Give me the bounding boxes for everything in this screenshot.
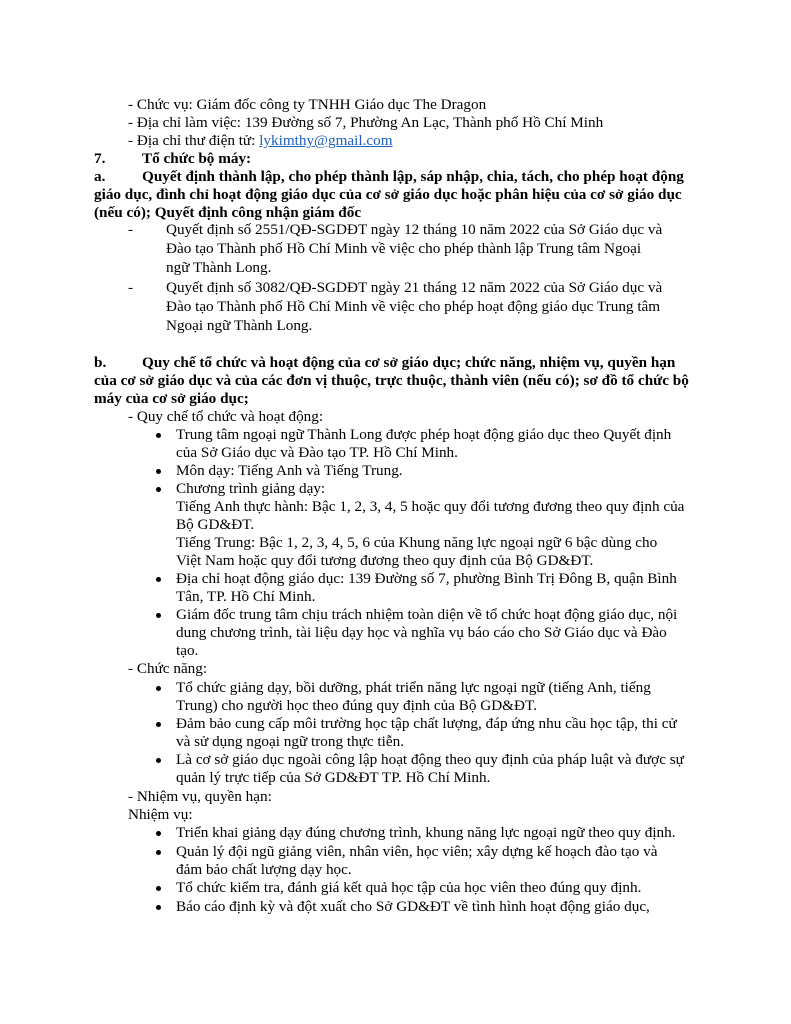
subsection-b-letter: b. (94, 354, 107, 371)
regulation-item-line: Địa chỉ hoạt động giáo dục: 139 Đường số 7, phường Bình Trị Đông B, quận Bình (176, 570, 677, 587)
regulation-item-line: Việt Nam hoặc quy đổi tương đương theo quy định của Bộ GD&ĐT. (176, 552, 594, 569)
regulation-label: - Quy chế tổ chức và hoạt động: (128, 408, 324, 425)
regulation-item-line: Giám đốc trung tâm chịu trách nhiệm toàn diện về tổ chức hoạt động giáo dục, nội (176, 606, 678, 623)
subsection-b-heading-line: máy của cơ sở giáo dục; (94, 390, 249, 407)
duty-item-line: Báo cáo định kỳ và đột xuất cho Sở GD&ĐT về tình hình hoạt động giáo dục, (176, 898, 650, 915)
duty-sublabel: Nhiệm vụ: (128, 806, 193, 823)
decision-line: Quyết định số 2551/QĐ-SGDĐT ngày 12 tháng 10 năm 2022 của Sở Giáo dục và (166, 221, 663, 238)
section-title: Tổ chức bộ máy: (142, 150, 252, 167)
regulation-item-line: Tiếng Anh thực hành: Bậc 1, 2, 3, 4, 5 hoặc quy đổi tương đương theo quy định của (176, 498, 685, 515)
function-item-line: và sử dụng ngoại ngữ trong thực tiễn. (176, 733, 405, 750)
director-email-line (128, 132, 393, 150)
regulation-item-line: Tiếng Trung: Bậc 1, 2, 3, 4, 5, 6 của Khung năng lực ngoại ngữ 6 bậc dùng cho (176, 534, 658, 551)
bullet-dot (156, 433, 161, 438)
duty-item-line: Quản lý đội ngũ giảng viên, nhân viên, học viên; xây dựng kế hoạch đào tạo và (176, 843, 658, 860)
bullet-dot (156, 577, 161, 582)
function-item-line: Tổ chức giảng dạy, bồi dưỡng, phát triển năng lực ngoại ngữ (tiếng Anh, tiếng (176, 679, 651, 696)
duty-item-line: đảm bảo chất lượng dạy học. (176, 861, 352, 878)
director-work-address: - Địa chỉ làm việc: 139 Đường số 7, Phường An Lạc, Thành phố Hồ Chí Minh (128, 114, 604, 131)
regulation-item-line: Trung tâm ngoại ngữ Thành Long được phép hoạt động giáo dục theo Quyết định (176, 426, 672, 443)
subsection-b-heading-line: Quy chế tổ chức và hoạt động của cơ sở giáo dục; chức năng, nhiệm vụ, quyền hạn (142, 354, 676, 371)
bullet-dot (156, 850, 161, 855)
email-label: - Địa chỉ thư điện tử: (128, 132, 260, 149)
subsection-a-heading-line: Quyết định thành lập, cho phép thành lập, sáp nhập, chia, tách, cho phép hoạt động (142, 168, 684, 185)
decision-line: ngữ Thành Long. (166, 259, 272, 276)
function-item-line: Trung) cho người học theo đúng quy định của Bộ GD&ĐT. (176, 697, 537, 714)
duty-label: - Nhiệm vụ, quyền hạn: (128, 788, 272, 805)
function-label: - Chức năng: (128, 660, 208, 677)
bullet-dot (156, 487, 161, 492)
bullet-dot (156, 831, 161, 836)
regulation-item-line: của Sở Giáo dục và Đào tạo TP. Hồ Chí Minh. (176, 444, 458, 461)
regulation-item-line: Chương trình giảng dạy: (176, 480, 326, 497)
decision-line: Ngoại ngữ Thành Long. (166, 317, 313, 334)
subsection-a-letter: a. (94, 168, 106, 185)
subsection-b-heading-line: của cơ sở giáo dục và của các đơn vị thuộc, trực thuộc, thành viên (nếu có); sơ đồ tổ chức bộ (94, 372, 689, 389)
function-item-line: quản lý trực tiếp của Sở GD&ĐT TP. Hồ Chí Minh. (176, 769, 491, 786)
bullet-dot (156, 758, 161, 763)
dash-bullet: - (128, 221, 134, 238)
regulation-item-line: dung chương trình, tài liệu dạy học và nghĩa vụ báo cáo cho Sở Giáo dục và Đào (176, 624, 667, 641)
email-link[interactable]: lykimthy@gmail.com (259, 132, 393, 149)
decision-line: Quyết định số 3082/QĐ-SGDĐT ngày 21 tháng 12 năm 2022 của Sở Giáo dục và (166, 279, 663, 296)
decision-line: Đào tạo Thành phố Hồ Chí Minh về việc cho phép hoạt động giáo dục Trung tâm (166, 298, 661, 315)
regulation-item-line: Tân, TP. Hồ Chí Minh. (176, 588, 316, 605)
regulation-item-line: Bộ GD&ĐT. (176, 516, 255, 533)
bullet-dot (156, 905, 161, 910)
director-position: - Chức vụ: Giám đốc công ty TNHH Giáo dục The Dragon (128, 96, 487, 113)
subsection-a-heading-line: giáo dục, đình chỉ hoạt động giáo dục của cơ sở giáo dục hoặc phân hiệu của cơ sở giáo dục (94, 186, 682, 203)
dash-bullet: - (128, 279, 134, 296)
function-item-line: Đảm bảo cung cấp môi trường học tập chất lượng, đáp ứng nhu cầu học tập, thi cử (176, 715, 677, 732)
bullet-dot (156, 686, 161, 691)
bullet-dot (156, 886, 161, 891)
function-item-line: Là cơ sở giáo dục ngoài công lập hoạt động theo quy định của pháp luật và được sự (176, 751, 684, 768)
duty-item-line: Triển khai giảng dạy đúng chương trình, khung năng lực ngoại ngữ theo quy định. (176, 824, 676, 841)
bullet-dot (156, 469, 161, 474)
bullet-dot (156, 613, 161, 618)
regulation-item-line: tạo. (176, 642, 199, 659)
bullet-dot (156, 722, 161, 727)
decision-line: Đào tạo Thành phố Hồ Chí Minh về việc cho phép thành lập Trung tâm Ngoại (166, 240, 642, 257)
section-number: 7. (94, 150, 106, 167)
subsection-a-heading-line: (nếu có); Quyết định công nhận giám đốc (94, 204, 362, 221)
duty-item-line: Tổ chức kiểm tra, đánh giá kết quả học tập của học viên theo đúng quy định. (176, 879, 642, 896)
regulation-item-line: Môn dạy: Tiếng Anh và Tiếng Trung. (176, 462, 403, 479)
